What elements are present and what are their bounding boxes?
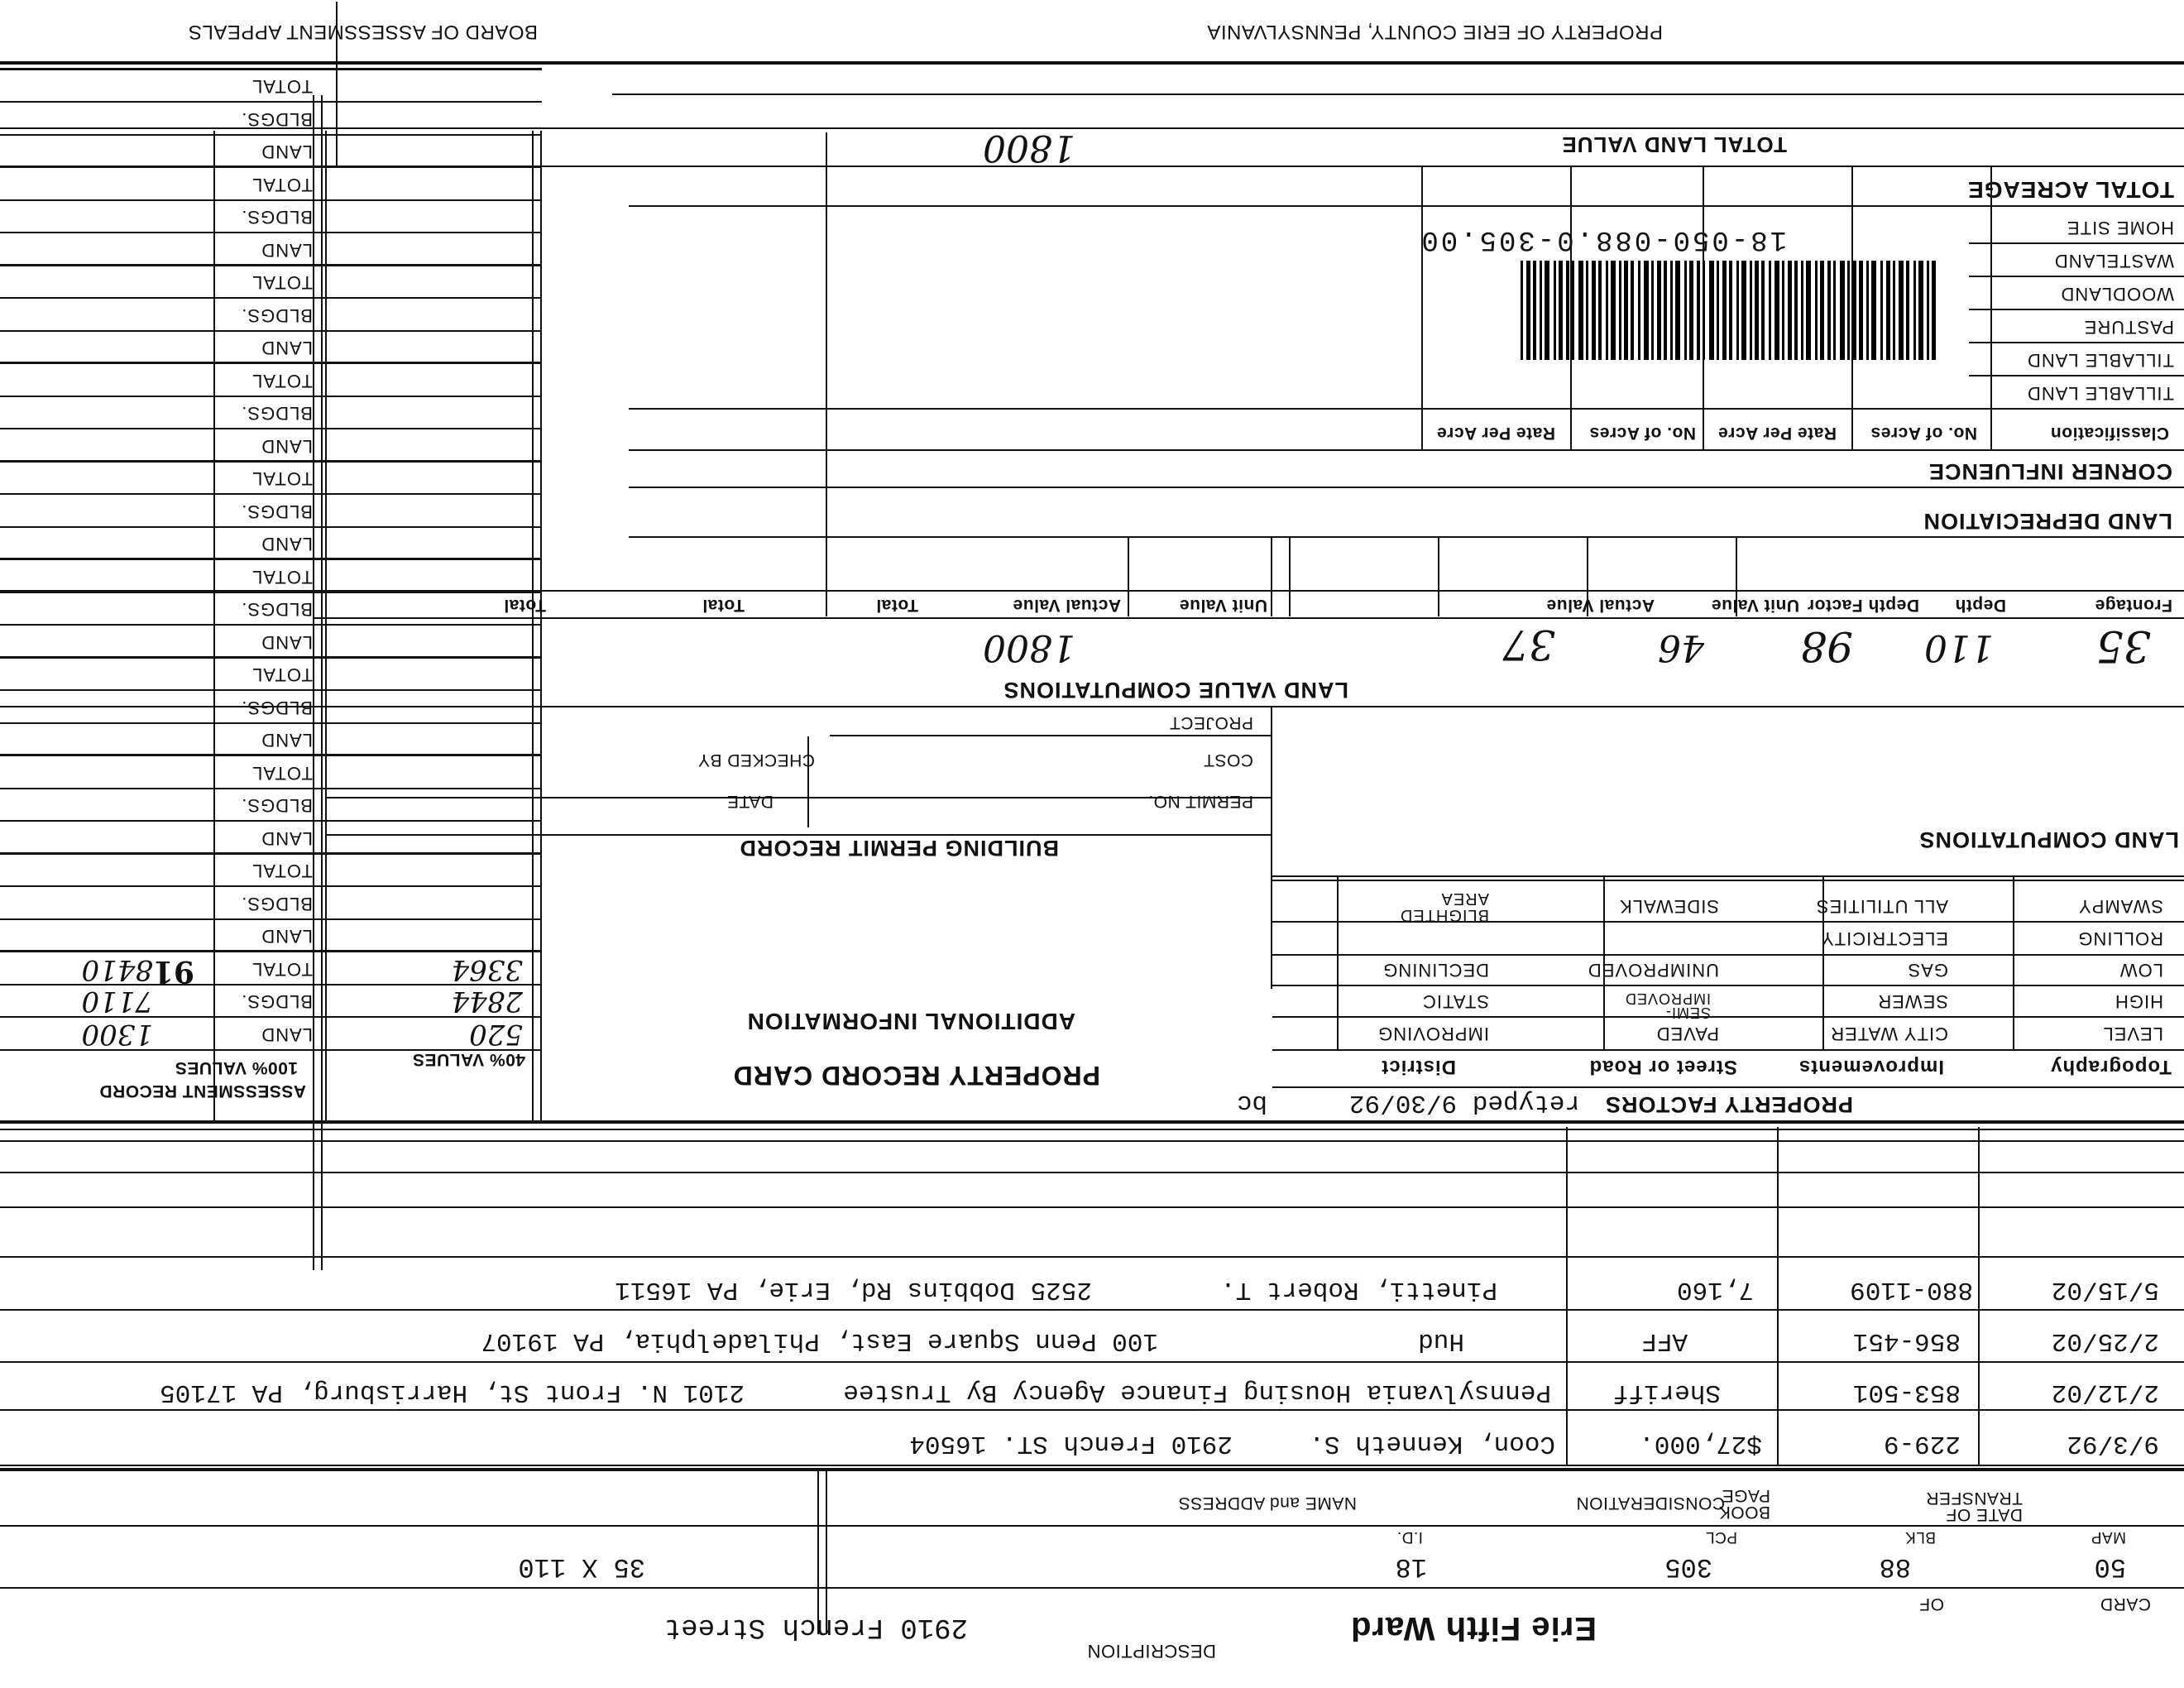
transfer-name: Coon, Kenneth S. [1309, 1429, 1555, 1458]
rule [1272, 1049, 2184, 1051]
divider [826, 132, 827, 616]
value-row-label: LAND [261, 534, 313, 555]
factor-header: Street or Road [1588, 1056, 1737, 1078]
county-title: PROPERTY OF ERIE COUNTY, PENNSYLVANIA [1206, 21, 1663, 43]
lvc-header: Actual Value [1013, 596, 1121, 615]
value-row-rule [0, 722, 542, 724]
lvc-header: Frontage [2095, 596, 2172, 615]
value-row-rule [0, 460, 542, 463]
value-row-label: BLDGS. [241, 894, 313, 914]
factor-item: LOW [2119, 960, 2163, 981]
permit-field: CHECKED BY [697, 750, 815, 770]
rule [0, 1129, 2184, 1130]
transfer-consideration: $27,000. [1639, 1429, 1762, 1458]
divider [1978, 1127, 1980, 1466]
acreage-header: No. of Acres [1870, 424, 1977, 443]
factor-header: Improvements [1798, 1056, 1944, 1078]
rule [1969, 242, 2184, 244]
rule [0, 1120, 2184, 1124]
factor-item: UNIMPROVED [1587, 960, 1719, 981]
acreage-row-label: TILLABLE LAND [2026, 383, 2174, 404]
pct100-total: 8410 [81, 953, 153, 986]
value-row-rule [0, 264, 542, 266]
value-row-rule [0, 690, 542, 692]
pct40-bldgs: 2844 [451, 985, 523, 1018]
value-row-rule [0, 330, 542, 332]
rule [0, 1256, 2184, 1258]
top-rule [0, 61, 2184, 65]
factor-item: BLIGHTED AREA [1399, 890, 1489, 924]
divider [321, 95, 323, 1270]
acreage-row-label: TILLABLE LAND [2026, 350, 2174, 371]
lvc-header: Depth [1955, 596, 2006, 615]
map-value: 50 [2094, 1551, 2126, 1582]
value-row-label: LAND [261, 632, 313, 653]
factor-item: SIDEWALK [1619, 896, 1719, 917]
value-row-label: TOTAL [251, 76, 313, 98]
transfer-name: Pennsylvania Housing Finance Agency By Trustee [843, 1378, 1551, 1407]
factor-item: ROLLING [2077, 928, 2163, 949]
barcode-number: 18-050-088.0-305.00 [1419, 223, 1787, 255]
factor-item: SWAMPY [2078, 896, 2163, 917]
lvc-header: Unit Value [1711, 596, 1799, 615]
lvc-header: Actual Value [1546, 596, 1655, 615]
map-label: MAP [2091, 1528, 2126, 1546]
divider [1438, 538, 1439, 616]
transfer-address: 2101 N. Front St, Harrisburg, PA 17105 [160, 1378, 745, 1407]
total-land-value-label: TOTAL LAND VALUE [1561, 132, 1787, 157]
transfer-book: 856-451 [1852, 1326, 1961, 1355]
rule [1272, 985, 2184, 986]
blk-value: 88 [1879, 1551, 1911, 1582]
value-row-rule [0, 494, 542, 496]
value-row-rule [0, 755, 542, 757]
value-row-rule [0, 886, 542, 888]
value-row-rule [0, 134, 542, 136]
divider [540, 131, 542, 1124]
rule [1969, 309, 2184, 310]
rule [0, 1409, 2184, 1411]
lvc-header: Unit Value [1179, 596, 1267, 615]
ward-name: Erie Fifth Ward [1350, 1610, 1597, 1647]
pct40-total: 3364 [451, 953, 523, 986]
acreage-row-label: WOODLAND [2060, 284, 2174, 305]
rule [0, 1309, 2184, 1311]
depth-factor-value: 98 [1800, 622, 1853, 670]
acreage-header: Classification [2050, 424, 2169, 443]
rule [629, 449, 2184, 451]
value-row-rule [0, 788, 542, 789]
board-title: BOARD OF ASSESSMENT APPEALS [188, 21, 538, 43]
actual-value: 37 [1502, 621, 1555, 669]
transfer-book: 229-9 [1883, 1429, 1961, 1458]
acreage-row-label: WASTELAND [2053, 251, 2174, 271]
divider [336, 2, 338, 167]
rule [0, 706, 2184, 707]
rule [1272, 1016, 2184, 1018]
rule [314, 617, 2184, 619]
of-label: OF [1918, 1594, 1944, 1614]
value-row-label: TOTAL [251, 371, 313, 391]
land-depreciation-label: LAND DEPRECIATION [1923, 509, 2172, 534]
divider [1566, 1127, 1568, 1466]
rule [1272, 875, 2184, 877]
value-row-label: BLDGS. [241, 991, 313, 1013]
value-row-rule [0, 852, 542, 855]
factor-item: ELECTRICITY [1820, 928, 1948, 949]
unit-value: 46 [1658, 626, 1704, 669]
value-row-label: LAND [261, 1024, 313, 1045]
rule [1969, 276, 2184, 277]
divider [313, 95, 314, 1270]
permit-field: DATE [726, 792, 774, 811]
divider [817, 1469, 819, 1634]
divider [1337, 877, 1339, 1051]
transfer-date: 2/25/02 [2051, 1326, 2159, 1355]
description-label: DESCRIPTION [1087, 1641, 1216, 1662]
value-row-rule [0, 656, 542, 659]
rule [325, 797, 1272, 798]
divider [213, 131, 215, 1124]
divider [532, 131, 534, 1124]
divider [807, 736, 809, 827]
frontage-value: 35 [2095, 621, 2151, 670]
rule [1272, 921, 2184, 923]
transfer-consideration: 7,160 [1676, 1275, 1754, 1304]
transfer-date: 5/15/02 [2051, 1275, 2159, 1304]
acreage-row-label: HOME SITE [2066, 218, 2174, 238]
value-row-label: LAND [261, 436, 313, 457]
value-row-label: BLDGS. [241, 403, 313, 424]
value-row-label: BLDGS. [241, 599, 313, 621]
factor-item: ALL UTILITIES [1815, 896, 1948, 917]
rule [1969, 342, 2184, 343]
transfer-address: 2525 Dobbins Rd, Erie, PA 16511 [615, 1275, 1092, 1304]
total-acreage-label: TOTAL ACREAGE [1967, 177, 2174, 203]
permit-field: PERMIT NO. [1147, 792, 1253, 811]
value-row-label: LAND [261, 338, 313, 359]
rule [629, 408, 2184, 410]
rule [0, 1172, 2184, 1173]
lvc-header: Total [875, 596, 918, 615]
factor-item: DECLINING [1382, 960, 1489, 981]
factor-header: District [1381, 1056, 1456, 1078]
acreage-header: Rate Per Acre [1436, 424, 1555, 443]
transfer-header: DATE OF TRANSFER [1925, 1489, 2023, 1524]
value-row-label: BLDGS. [241, 207, 313, 228]
rule [629, 536, 2184, 538]
lvc-title: LAND VALUE COMPUTATIONS [1003, 678, 1348, 703]
rule [1969, 375, 2184, 376]
rule [612, 94, 2184, 95]
value-row-label: LAND [261, 141, 313, 163]
value-row-rule [0, 362, 542, 365]
lvc-header: Total [702, 596, 745, 615]
rule [1272, 880, 2184, 881]
value-row-label: TOTAL [251, 468, 313, 490]
factor-item: SEMI-IMPROVED [1624, 990, 1711, 1021]
factor-item: LEVEL [2102, 1024, 2163, 1044]
additional-info-label: ADDITIONAL INFORMATION [746, 1009, 1075, 1034]
value-row-rule [0, 298, 542, 300]
card-label: CARD [2100, 1594, 2151, 1614]
rule [0, 1587, 2184, 1589]
rule [0, 127, 2184, 129]
factor-item: SEWER [1877, 991, 1948, 1012]
transfer-header: CONSIDERATION [1576, 1494, 1725, 1513]
divider [1777, 1127, 1779, 1466]
value-row-rule [0, 396, 542, 397]
land-computations-label: LAND COMPUTATIONS [1918, 827, 2179, 852]
value-row-rule [0, 526, 542, 528]
transfer-date: 2/12/02 [2051, 1378, 2159, 1407]
value-row-rule [0, 429, 542, 430]
value-row-label: LAND [261, 926, 313, 947]
property-factors-title: PROPERTY FACTORS [1604, 1092, 1853, 1117]
factor-item: PAVED [1655, 1024, 1719, 1044]
factor-item: GAS [1907, 960, 1948, 981]
value-row-label: LAND [261, 730, 313, 751]
total-land-value: 1800 [983, 127, 1075, 169]
parcel-barcode [1291, 261, 1936, 360]
rule [830, 735, 1272, 736]
permit-title: BUILDING PERMIT RECORD [739, 836, 1059, 861]
acreage-row-label: PASTURE [2083, 317, 2174, 338]
transfer-header: NAME and ADDRESS [1178, 1494, 1357, 1513]
divider [1128, 538, 1129, 616]
value-row-label: TOTAL [251, 861, 313, 882]
value-row-label: BLDGS. [241, 501, 313, 522]
id-value: 18 [1395, 1551, 1427, 1582]
permit-field: PROJECT [1169, 713, 1253, 732]
rule [0, 1206, 2184, 1208]
transfer-date: 9/3/92 [2067, 1429, 2159, 1458]
rule [0, 1525, 2184, 1527]
record-card-title: PROPERTY RECORD CARD [732, 1061, 1100, 1091]
transfer-name: Hud [1418, 1326, 1464, 1355]
value-row-rule [0, 199, 542, 201]
pcl-label: PCL [1705, 1528, 1737, 1546]
assessment-label: ASSESSMENT RECORD [98, 1081, 306, 1101]
value-row-rule [0, 592, 542, 593]
lvc-header: Total [503, 596, 546, 615]
pcl-value: 305 [1664, 1551, 1712, 1582]
value-row-rule [0, 166, 542, 169]
rule [0, 1465, 2184, 1466]
divider [826, 1527, 827, 1589]
rule [0, 1361, 2184, 1363]
value-row-rule [0, 821, 542, 822]
value-row-label: BLDGS. [241, 109, 313, 130]
transfer-name: Pinetti, Robert T. [1220, 1275, 1497, 1304]
value-row-rule [0, 625, 542, 626]
value-row-label: LAND [261, 240, 313, 261]
rule [629, 487, 2184, 488]
pct100-prefix: 91 [152, 954, 194, 989]
id-label: I.D. [1396, 1528, 1423, 1546]
lvc-header: Depth Factor [1807, 596, 1919, 615]
transfer-book: 853-501 [1852, 1378, 1961, 1407]
divider [1990, 167, 1992, 451]
acreage-header: No. of Acres [1589, 424, 1696, 443]
divider [1271, 538, 1272, 616]
corner-influence-label: CORNER INFLUENCE [1928, 459, 2172, 484]
value-row-label: TOTAL [251, 272, 313, 294]
acreage-header: Rate Per Acre [1717, 424, 1837, 443]
value-row-label: BLDGS. [241, 305, 313, 326]
factor-item: IMPROVING [1377, 1024, 1489, 1044]
transfer-book: 880-1109 [1850, 1275, 1973, 1304]
blk-label: BLK [1904, 1528, 1936, 1546]
depth-value: 110 [1924, 626, 1994, 669]
value-row-label: TOTAL [251, 763, 313, 784]
value-row-label: BLDGS. [241, 795, 313, 817]
divider [1289, 538, 1291, 616]
factor-item: CITY WATER [1830, 1024, 1948, 1044]
pct40-land: 520 [469, 1018, 523, 1051]
transfer-address: 2910 French ST. 16504 [909, 1429, 1233, 1458]
rule [1272, 954, 2184, 956]
pct40-label: 40% VALUES [412, 1050, 525, 1069]
value-row-label: BLDGS. [241, 698, 313, 718]
retyped-note: retyped 9/30/92 [1348, 1088, 1580, 1117]
value-row-label: TOTAL [251, 959, 313, 980]
value-row-rule [0, 233, 542, 234]
pct100-label: 100% VALUES [175, 1058, 298, 1077]
value-row-label: TOTAL [251, 664, 313, 686]
value-row-label: LAND [261, 828, 313, 849]
value-row-rule [0, 559, 542, 561]
divider [2013, 877, 2014, 1051]
rule [629, 205, 2184, 207]
permit-field: COST [1203, 750, 1253, 770]
rule [0, 1468, 2184, 1471]
factor-item: HIGH [2115, 991, 2163, 1012]
value-row-rule [0, 918, 542, 920]
value-row-rule [0, 102, 542, 103]
rule [0, 1140, 2184, 1142]
transfer-consideration: Sheriff [1612, 1378, 1721, 1407]
property-description: 2910 French Street [663, 1611, 968, 1642]
pct100-land: 1300 [81, 1018, 153, 1051]
transfer-address: 100 Penn Square East, Philadelphia, PA 19107 [481, 1326, 1158, 1355]
divider [325, 131, 327, 1124]
factor-item: STATIC [1422, 991, 1489, 1012]
lot-dimensions: 35 X 110 [518, 1551, 645, 1582]
transfer-header: BOOK PAGE [1718, 1486, 1770, 1522]
value-row-label: TOTAL [251, 175, 313, 195]
value-row-rule [0, 68, 542, 70]
initials: bc [1236, 1088, 1267, 1117]
divider [1271, 707, 1272, 989]
value-row-label: TOTAL [251, 567, 313, 587]
factor-header: Topography [2050, 1056, 2172, 1078]
total-value: 1800 [983, 626, 1075, 669]
transfer-consideration: AFF [1641, 1326, 1688, 1355]
pct100-bldgs: 7110 [81, 985, 153, 1018]
